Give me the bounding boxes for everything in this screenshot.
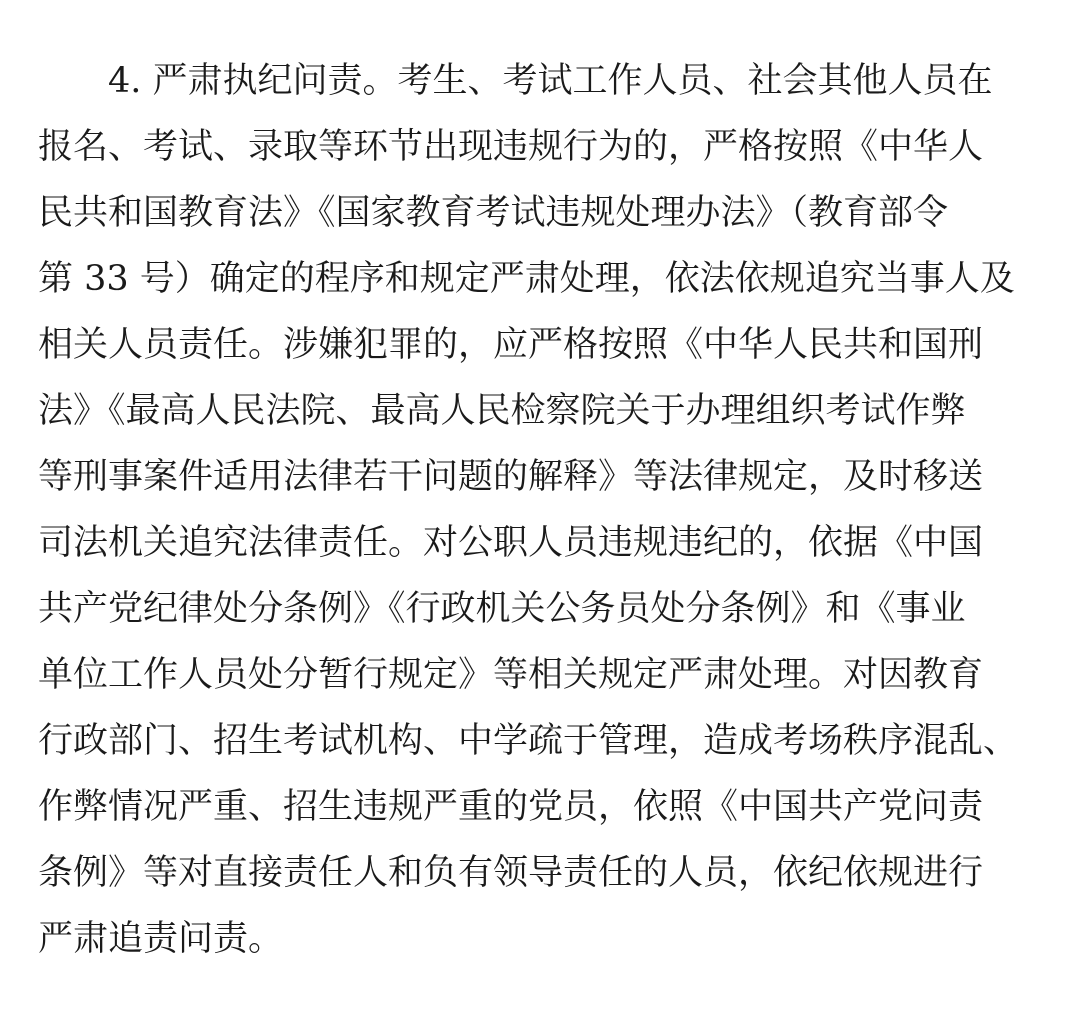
text-line: 共产党纪律处分条例》《行政机关公务员处分条例》和《事业	[38, 589, 966, 629]
paragraph-strict-accountability	[38, 48, 1048, 972]
text-line: 司法机关追究法律责任。对公职人员违规违纪的，依据《中国	[38, 523, 984, 563]
text-line: 等刑事案件适用法律若干问题的解释》等法律规定，及时移送	[38, 457, 984, 497]
text-line: 4. 严肃执纪问责。考生、考试工作人员、社会其他人员在	[108, 61, 993, 101]
text-line: 行政部门、招生考试机构、中学疏于管理，造成考场秩序混乱、	[38, 721, 1019, 761]
text-line: 单位工作人员处分暂行规定》等相关规定严肃处理。对因教育	[38, 655, 984, 695]
text-line: 报名、考试、录取等环节出现违规行为的，严格按照《中华人	[38, 127, 984, 167]
text-line: 第 33 号）确定的程序和规定严肃处理，依法依规追究当事人及	[38, 259, 1015, 299]
text-line: 作弊情况严重、招生违规严重的党员，依照《中国共产党问责	[38, 787, 984, 827]
text-line: 法》《最高人民法院、最高人民检察院关于办理组织考试作弊	[38, 391, 966, 431]
text-line: 严肃追责问责。	[38, 919, 284, 959]
text-line: 条例》等对直接责任人和负有领导责任的人员，依纪依规进行	[38, 853, 984, 893]
text-line: 相关人员责任。涉嫌犯罪的，应严格按照《中华人民共和国刑	[38, 325, 984, 365]
text-line: 民共和国教育法》《国家教育考试违规处理办法》（教育部令	[38, 193, 949, 233]
